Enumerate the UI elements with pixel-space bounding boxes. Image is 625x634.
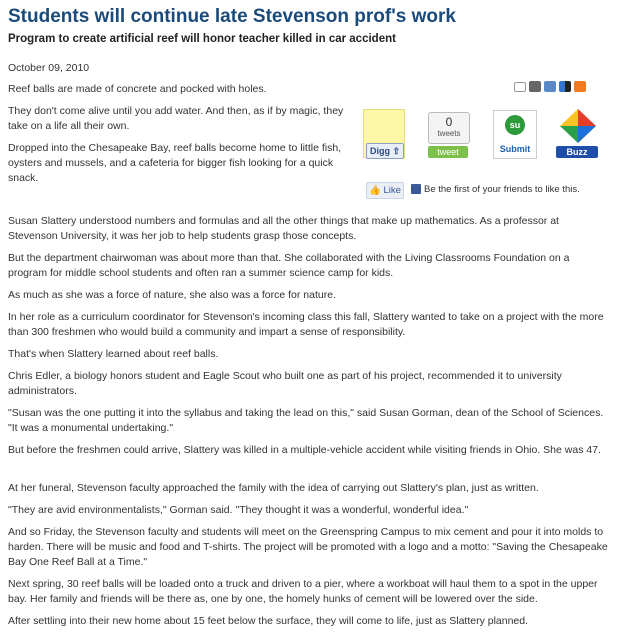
article-paragraph: But before the freshmen could arrive, Slattery was killed in a multiple-vehicle accident while visiting friends in Ohio. She was 47. [8, 444, 601, 456]
article-paragraph: As much as she was a force of nature, she also was a force for nature. [8, 289, 336, 301]
delicious-icon[interactable] [559, 81, 571, 92]
stumbleupon-button[interactable] [493, 110, 537, 159]
share-icon[interactable] [544, 81, 556, 92]
digg-button[interactable]: Digg ⇧ [366, 143, 404, 159]
article-paragraph: In her role as a curriculum coordinator for Stevenson's incoming class this fall, Slattery wanted to take on a project with the more than 300 freshmen who would build a community and impart a sense of responsibility. [8, 311, 604, 338]
article-paragraph: "They are avid environmentalists," Gorman said. "They thought it was a wonderful, wonderful idea." [8, 504, 469, 516]
facebook-icon [411, 184, 421, 194]
article-paragraph: Next spring, 30 reef balls will be loaded onto a truck and driven to a pier, where a workboat will haul them to a spot in the upper bay. Her family and friends will be there as, one by one, the homely hunks of cement will be lowered over the side. [8, 578, 598, 605]
article-paragraph: Reef balls are made of concrete and pocked with holes. [8, 83, 267, 95]
like-label: Like [383, 185, 401, 196]
tweets-label: tweets [437, 129, 461, 138]
tweet-count-box [428, 112, 470, 144]
stumbleupon-label: Submit [499, 144, 531, 154]
article-subhead: Program to create artificial reef will honor teacher killed in car accident [8, 33, 396, 45]
buzz-button[interactable]: Buzz [556, 146, 598, 158]
email-icon[interactable] [514, 82, 526, 92]
article-paragraph: Dropped into the Chesapeake Bay, reef balls become home to little fish, oysters and mussels, and a cafeteria for bigger fish looking for a quick snack. [8, 142, 342, 184]
article-paragraph: "Susan was the one putting it into the syllabus and taking the lead on this," said Susan Gorman, dean of the School of Sciences. "It was a monumental undertaking." [8, 407, 604, 434]
article-paragraph: Chris Edler, a biology honors student and Eagle Scout who built one as part of his project, recommended it to university administrators. [8, 370, 562, 397]
article-paragraph: But the department chairwoman was about more than that. She collaborated with the Living Classrooms Foundation on a program for middle school students and often ran a summer science camp for kids. [8, 252, 570, 279]
tweet-count: 0 [445, 115, 453, 129]
article-paragraph: After settling into their new home about 15 feet below the surface, they will come to life, just as Slattery planned. [8, 615, 529, 627]
article-paragraph: At her funeral, Stevenson faculty approached the family with the idea of carrying out Slattery's plan, just as written. [8, 482, 539, 494]
article-paragraph: They don't come alive until you add water. And then, as if by magic, they take on a life all their own. [8, 105, 344, 132]
facebook-like-button[interactable]: 👍 Like [366, 182, 404, 199]
article-paragraph: That's when Slattery learned about reef balls. [8, 348, 219, 360]
article-paragraph: And so Friday, the Stevenson faculty and students will meet on the Greenspring Campus to mix cement and pour it into molds to harden. There will be music and food and T-shirts. The project will be promoted with a logo and a motto: "Saving the Chesapeake Bay One Reef Ball at a Time." [8, 526, 608, 568]
buzz-icon[interactable] [558, 107, 598, 145]
like-status-text: Be the first of your friends to like this. [424, 184, 580, 195]
stumbleupon-icon: su [505, 115, 525, 135]
add-icon[interactable] [574, 81, 586, 92]
tweet-button[interactable]: tweet [428, 146, 468, 158]
article-headline: Students will continue late Stevenson prof's work [8, 6, 456, 27]
article-paragraph: Susan Slattery understood numbers and formulas and all the other things that make up mathematics. As a professor at Stevenson University, it was her job to help students grasp those concepts. [8, 215, 559, 242]
digg-label: Digg [369, 146, 390, 156]
article-date: October 09, 2010 [8, 62, 90, 74]
print-icon[interactable] [529, 81, 541, 92]
